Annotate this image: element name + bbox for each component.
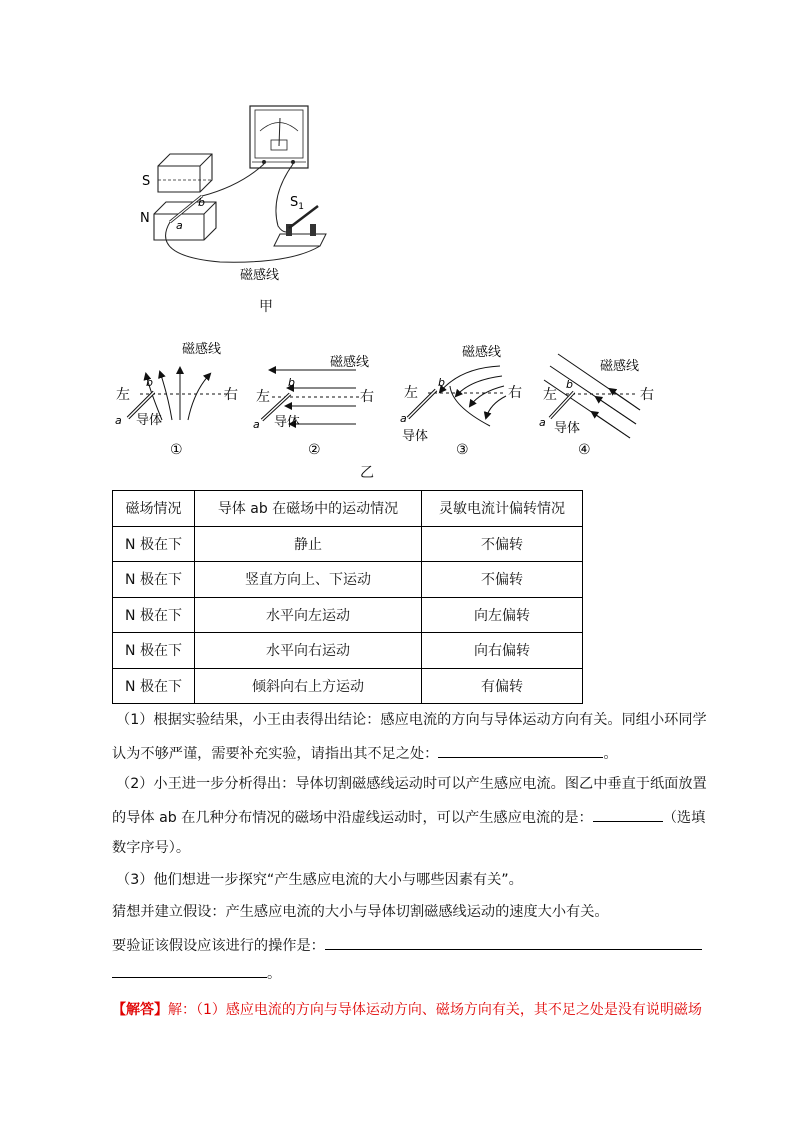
table-cell: 向左偏转 — [422, 597, 583, 633]
table-row — [113, 526, 583, 562]
svg-text:左: 左 — [116, 387, 130, 403]
table-row — [113, 668, 583, 704]
magnet-s — [158, 154, 212, 192]
svg-text:④: ④ — [578, 442, 591, 458]
svg-text:导体: 导体 — [402, 429, 429, 444]
label-n: N — [140, 211, 150, 226]
answer-blank-3[interactable] — [325, 934, 702, 950]
svg-text:导体: 导体 — [554, 421, 581, 436]
q1-line1: （1）根据实验结果，小王由表得出结论：感应电流的方向与导体运动方向有关。同组小环同学 — [116, 712, 707, 728]
label-s1: $S_1$ — [290, 195, 304, 212]
svg-text:a: a — [253, 418, 260, 431]
caption-yi: 乙 — [360, 465, 374, 481]
table-cell: 倾斜向右上方运动 — [195, 668, 422, 704]
galvanometer — [250, 106, 308, 168]
panel-2 — [253, 354, 374, 458]
panel-number: ① — [170, 442, 183, 458]
svg-text:导体: 导体 — [274, 415, 301, 430]
svg-text:右: 右 — [640, 387, 654, 403]
table-cell: N 极在下 — [113, 633, 195, 669]
table-header-row — [113, 491, 583, 527]
answer-text: 解：（1）感应电流的方向与导体运动方向、磁场方向有关，其不足之处是没有说明磁场 — [168, 1002, 702, 1018]
svg-text:磁感线: 磁感线 — [330, 355, 370, 370]
table-header: 磁场情况 — [113, 491, 195, 527]
caption-jia: 甲 — [259, 299, 273, 315]
answer-line — [112, 1000, 702, 1020]
switch-s1 — [274, 206, 326, 246]
panel-1 — [115, 341, 238, 458]
svg-text:导体: 导体 — [136, 413, 163, 428]
svg-text:②: ② — [308, 442, 321, 458]
svg-text:磁感线: 磁感线 — [462, 345, 502, 360]
svg-text:右: 右 — [224, 387, 238, 403]
panel-field-label: 磁感线 — [182, 342, 222, 357]
label-s: S — [142, 174, 151, 189]
answer-blank-1[interactable] — [438, 742, 603, 758]
svg-text:b: b — [438, 376, 445, 389]
q3-line1: （3）他们想进一步探究“产生感应电流的大小与哪些因素有关”。 — [116, 872, 523, 888]
svg-text:左: 左 — [543, 387, 557, 403]
answer-tag: 【解答】 — [112, 1002, 168, 1018]
label-b: b — [198, 196, 205, 209]
table-cell: N 极在下 — [113, 668, 195, 704]
svg-text:③: ③ — [456, 442, 469, 458]
q3-line4: 。 — [112, 962, 281, 984]
label-field: 磁感线 — [240, 268, 280, 283]
svg-text:a: a — [400, 412, 407, 425]
q2-line2: 的导体 ab 在几种分布情况的磁场中沿虚线运动时，可以产生感应电流的是： （选填 — [112, 806, 705, 828]
magnet-n — [154, 202, 216, 240]
svg-text:a: a — [115, 414, 122, 427]
table-cell: 不偏转 — [422, 562, 583, 598]
q2-line3: 数字序号）。 — [112, 840, 191, 856]
svg-text:右: 右 — [360, 389, 374, 405]
table-cell: 向右偏转 — [422, 633, 583, 669]
table-cell: N 极在下 — [113, 562, 195, 598]
table-row — [113, 562, 583, 598]
svg-text:左: 左 — [256, 389, 270, 405]
svg-text:左: 左 — [404, 385, 418, 401]
table-cell: 有偏转 — [422, 668, 583, 704]
figure-yi — [110, 336, 670, 466]
table-cell: N 极在下 — [113, 597, 195, 633]
experiment-table — [112, 490, 583, 704]
table-cell: 水平向右运动 — [195, 633, 422, 669]
figure-jia — [130, 96, 360, 296]
label-a: a — [176, 219, 183, 232]
q1-line2: 认为不够严谨，需要补充实验，请指出其不足之处： 。 — [112, 742, 618, 764]
table-row — [113, 597, 583, 633]
svg-text:右: 右 — [508, 385, 522, 401]
table-header: 导体 ab 在磁场中的运动情况 — [195, 491, 422, 527]
svg-text:磁感线: 磁感线 — [600, 359, 640, 374]
q3-line3: 要验证该假设应该进行的操作是： — [112, 934, 702, 956]
answer-blank-4[interactable] — [112, 962, 267, 978]
table-cell: 不偏转 — [422, 526, 583, 562]
table-cell: 水平向左运动 — [195, 597, 422, 633]
table-cell: N 极在下 — [113, 526, 195, 562]
svg-text:b: b — [566, 378, 573, 391]
panel-3 — [400, 344, 522, 458]
q2-line1: （2）小王进一步分析得出：导体切割磁感线运动时可以产生感应电流。图乙中垂直于纸面放置 — [116, 776, 707, 792]
svg-text:b: b — [146, 376, 153, 389]
panel-4 — [539, 354, 654, 458]
svg-text:a: a — [539, 416, 546, 429]
table-cell: 静止 — [195, 526, 422, 562]
table-row — [113, 633, 583, 669]
table-cell: 竖直方向上、下运动 — [195, 562, 422, 598]
svg-text:b: b — [288, 376, 295, 389]
table-header: 灵敏电流计偏转情况 — [422, 491, 583, 527]
answer-blank-2[interactable] — [593, 806, 663, 822]
q3-line2: 猜想并建立假设：产生感应电流的大小与导体切割磁感线运动的速度大小有关。 — [112, 904, 609, 920]
